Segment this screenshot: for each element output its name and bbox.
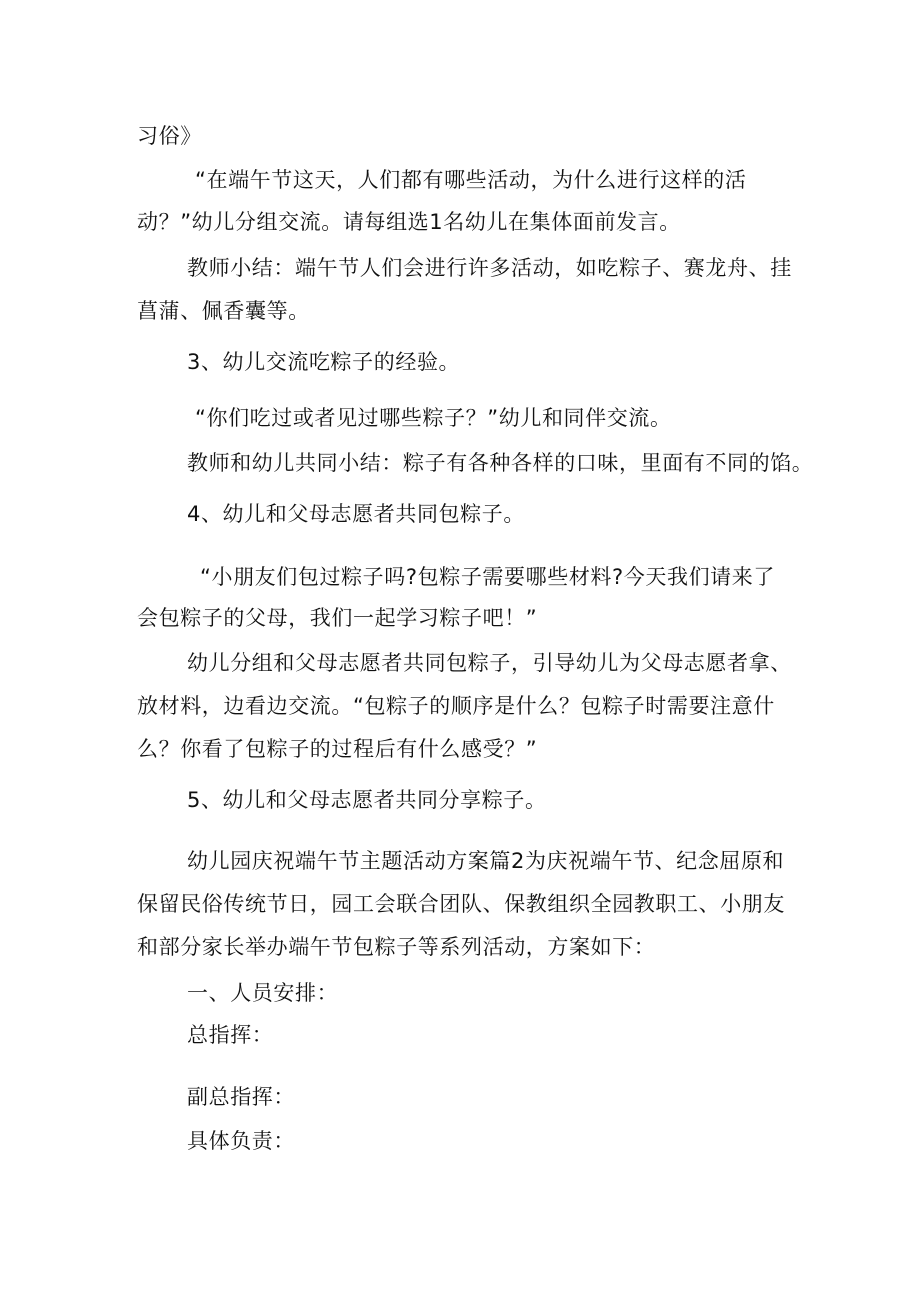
text-line-12: 幼儿分组和父母志愿者共同包粽子，引导幼儿为父母志愿者拿、: [187, 651, 792, 675]
text-line-13: 放材料，边看边交流。“包粽子的顺序是什么？包粽子时需要注意什: [137, 694, 775, 718]
text-line-1: 习俗》: [137, 124, 202, 148]
text-line-3: 动？”幼儿分组交流。请每组选1名幼儿在集体面前发言。: [137, 210, 681, 234]
heading-step-3: 3、幼儿交流吃粽子的经验。: [187, 350, 461, 374]
text-line-16: 幼儿园庆祝端午节主题活动方案篇2为庆祝端午节、纪念屈原和: [187, 849, 785, 873]
label-deputy-commander: 副总指挥：: [187, 1085, 295, 1109]
text-line-5: 菖蒲、佩香囊等。: [137, 299, 310, 323]
heading-step-4: 4、幼儿和父母志愿者共同包粽子。: [187, 502, 525, 526]
text-line-11: 会包粽子的父母，我们一起学习粽子吧！”: [137, 606, 538, 630]
text-line-8: 教师和幼儿共同小结：粽子有各种各样的口味，里面有不同的馅。: [187, 451, 814, 475]
text-line-17: 保留民俗传统节日，园工会联合团队、保教组织全园教职工、小朋友: [137, 892, 785, 916]
text-line-7: “你们吃过或者见过哪些粽子？”幼儿和同伴交流。: [195, 406, 672, 430]
text-line-4: 教师小结：端午节人们会进行许多活动，如吃粽子、赛龙舟、挂: [187, 256, 792, 280]
text-line-2: “在端午节这天，人们都有哪些活动，为什么进行这样的活: [195, 168, 747, 192]
heading-step-5: 5、幼儿和父母志愿者共同分享粽子。: [187, 788, 547, 812]
text-line-14: 么？你看了包粽子的过程后有什么感受？”: [137, 737, 538, 761]
text-line-10: “小朋友们包过粽子吗?包粽子需要哪些材料?今天我们请来了: [200, 565, 775, 589]
text-line-18: 和部分家长举办端午节包粽子等系列活动，方案如下：: [137, 935, 656, 959]
section-heading-personnel: 一、人员安排：: [187, 981, 339, 1005]
label-responsible: 具体负责：: [187, 1129, 295, 1153]
label-chief-commander: 总指挥：: [187, 1023, 274, 1047]
